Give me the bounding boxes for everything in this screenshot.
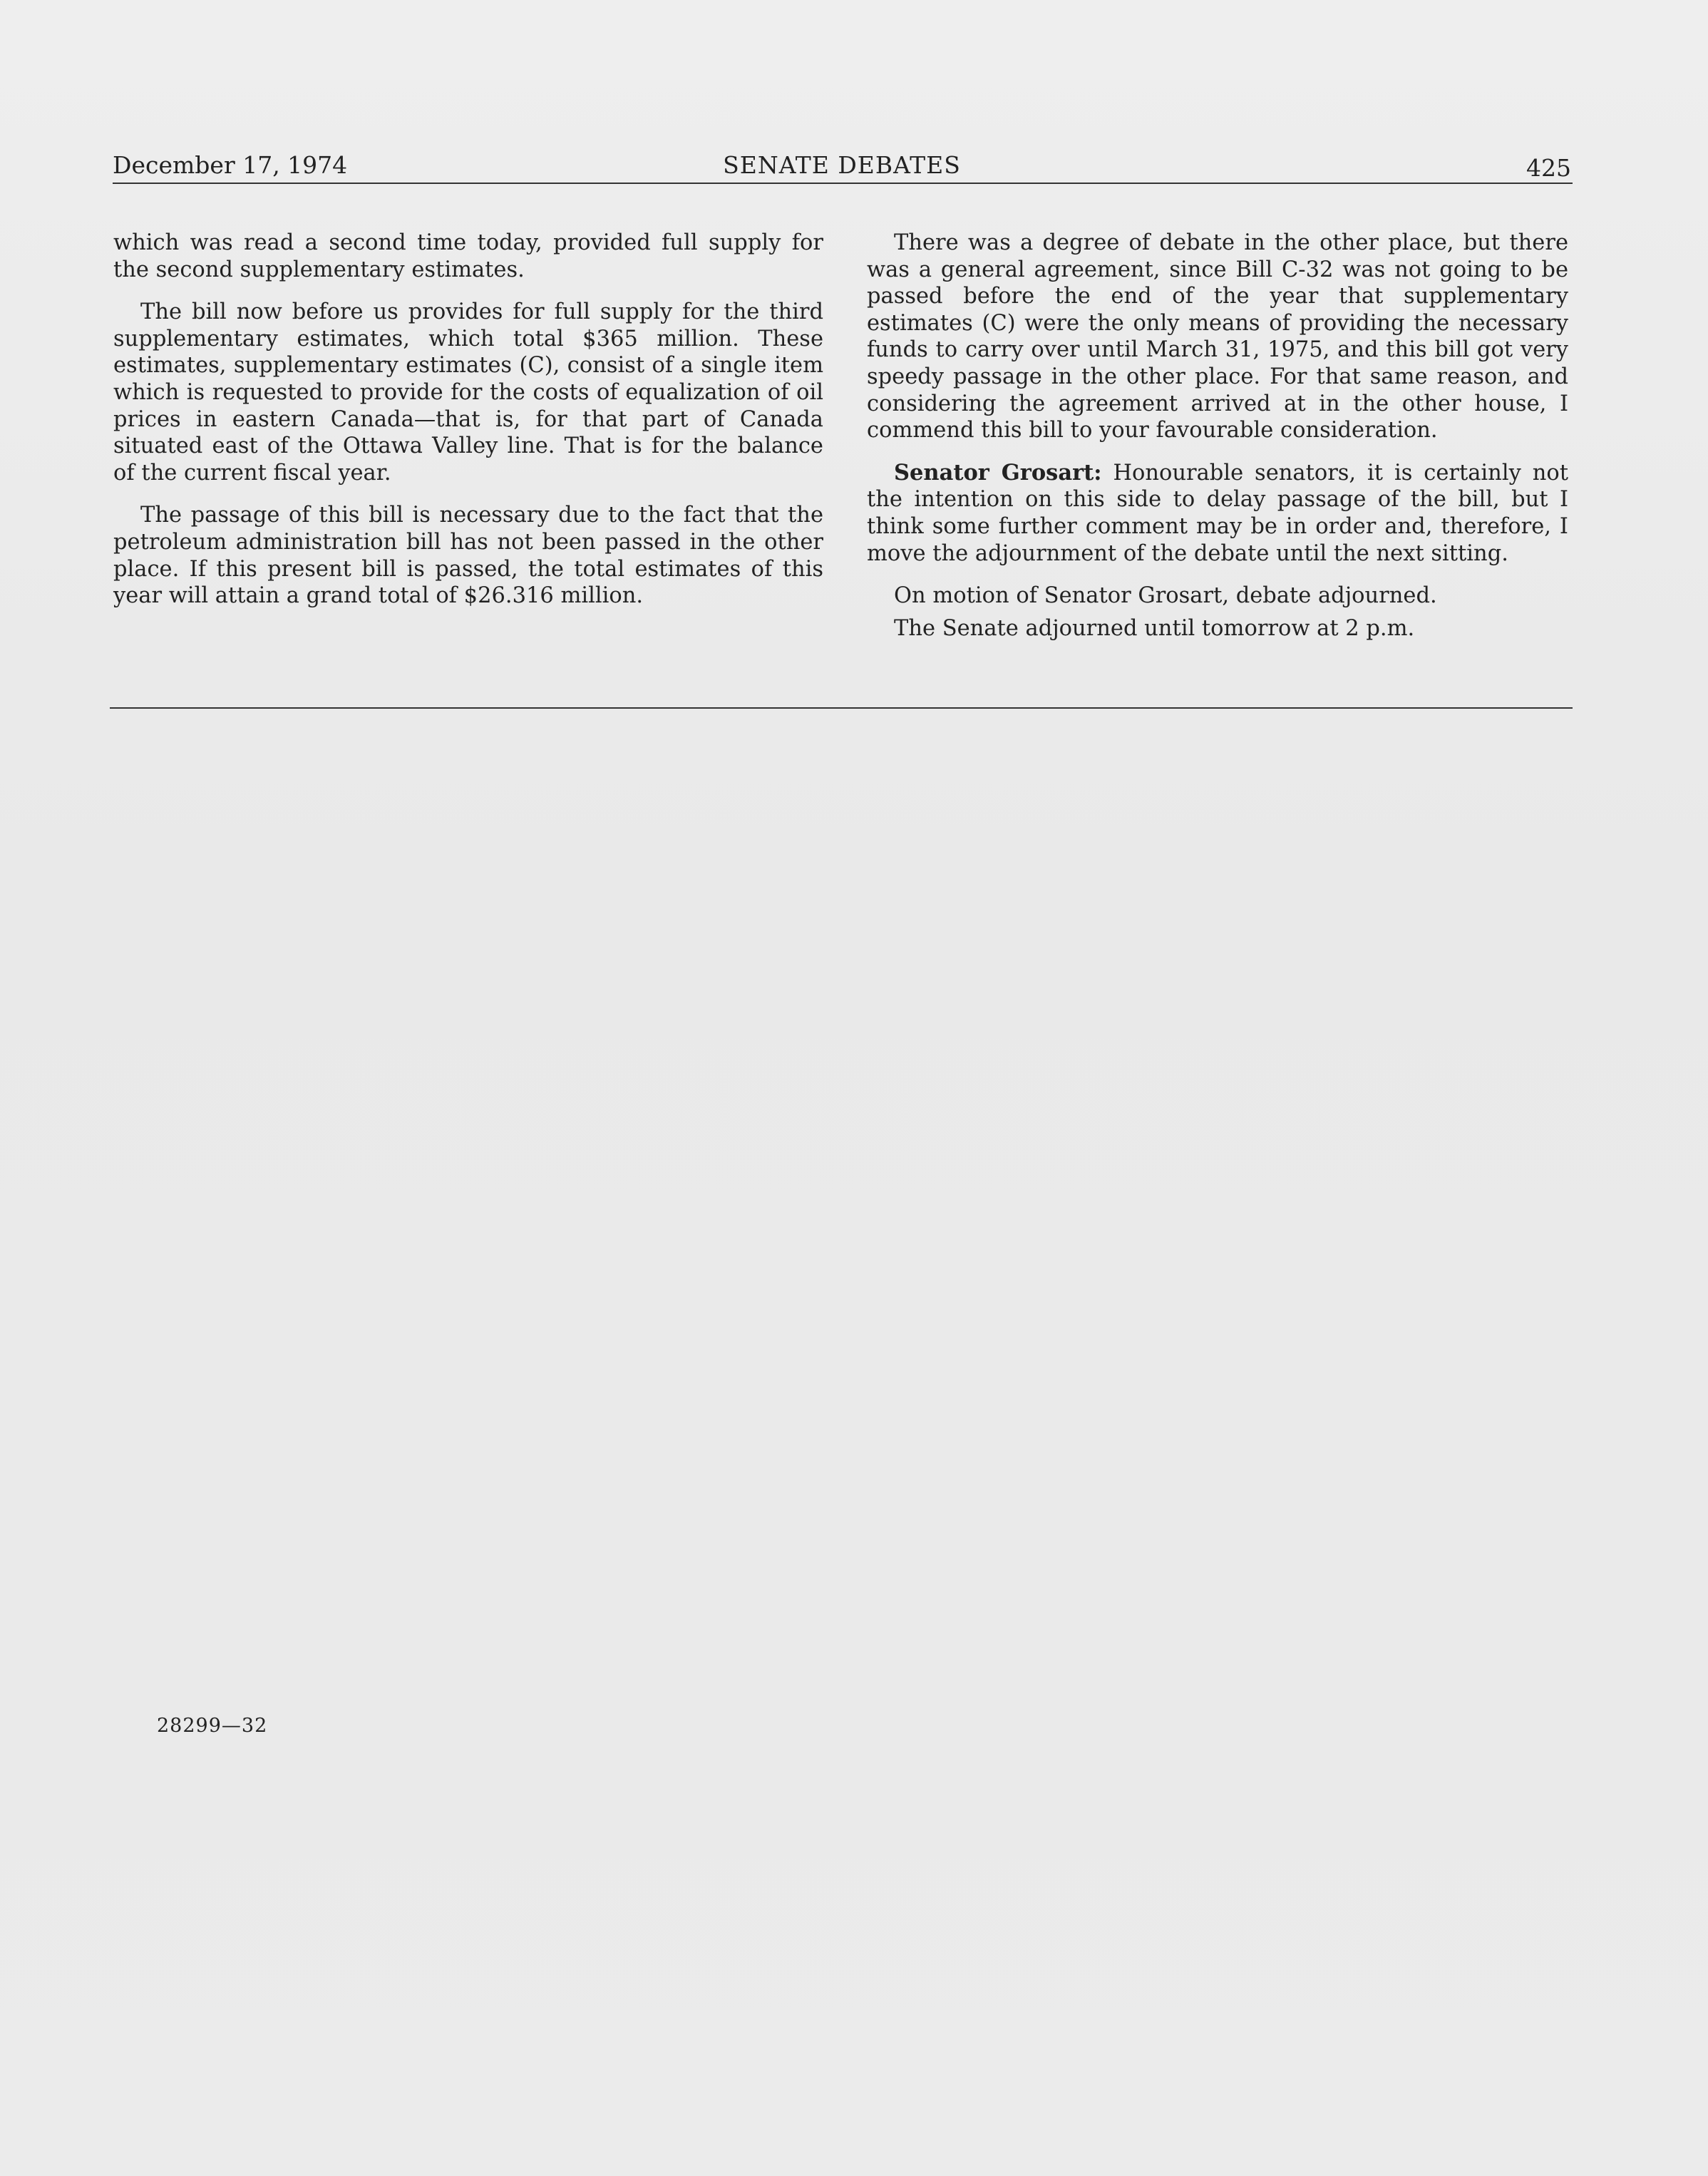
header-rule	[113, 183, 1573, 184]
speaker-remarks: Honourable senators, it is certainly not the intention on this side to delay passage of the bill, but I think some further comment may be in order and, therefore, I move the adjournment of the debate until the next sitting.	[867, 460, 1568, 566]
left-paragraph-2: The bill now before us provides for full supply for the third supplementary estimates, which total $365 million. These estimates, supplementary estimates (C), consist of a single item which is requested to provide for the costs of equalization of oil prices in eastern Canada—that is, for that part of Canada situated east of the Ottawa Valley line. That is for the balance of the current fiscal year.	[113, 299, 823, 486]
right-paragraph-4: The Senate adjourned until tomorrow at 2 p.m.	[894, 615, 1415, 641]
page-number: 425	[1526, 154, 1571, 182]
left-column	[113, 230, 823, 625]
left-paragraph-1: which was read a second time today, provided full supply for the second supplementary estimates.	[113, 230, 823, 282]
right-column	[867, 230, 1568, 657]
section-end-rule	[110, 707, 1573, 709]
right-paragraph-2	[867, 460, 1568, 567]
speaker-name: Senator Grosart:	[894, 459, 1102, 486]
right-paragraph-1: There was a degree of debate in the other place, but there was a general agreement, since Bill C-32 was not going to be passed before the end of the year that supplementary estimates (C) were the only means of providing the necessary funds to carry over until March 31, 1975, and this bill got very speedy passage in the other place. For that same reason, and considering the agreement arrived at in the other house, I commend this bill to your favourable consideration.	[867, 230, 1568, 443]
header-title: SENATE DEBATES	[723, 151, 961, 179]
page-header	[113, 148, 1571, 183]
footer-code: 28299—32	[157, 1715, 268, 1737]
left-paragraph-3: The passage of this bill is necessary due to the fact that the petroleum administration bill has not been passed in the other place. If this present bill is passed, the total estimates of this year will attain a grand total of $26.316 million.	[113, 503, 823, 609]
header-date: December 17, 1974	[113, 151, 348, 179]
right-paragraph-3: On motion of Senator Grosart, debate adjourned.	[894, 583, 1437, 609]
